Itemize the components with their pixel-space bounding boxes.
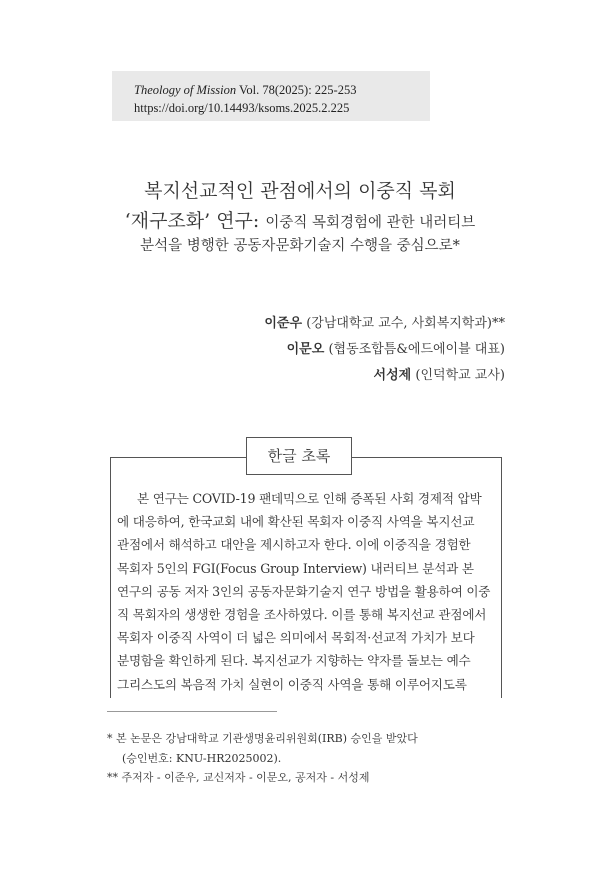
footnote-irb-number: (승인번호: KNU-HR2025002). <box>122 752 282 765</box>
abstract-heading: 한글 초록 <box>246 437 352 475</box>
author-affiliation: (협동조합틈&에드에이블 대표) <box>328 342 505 357</box>
abstract-line: 직 목회자의 생생한 경험을 조사하였다. 이를 통해 복지선교 관점에서 <box>117 607 487 623</box>
author-2 <box>287 338 505 357</box>
volume-pages: Vol. 78(2025): 225-253 <box>239 83 357 97</box>
footnote-irb: * 본 논문은 강남대학교 기관생명윤리위원회(IRB) 승인을 받았다 <box>107 732 418 745</box>
journal-name: Theology of Mission <box>134 83 237 97</box>
title-line-1: 복지선교적인 관점에서의 이중직 목회 <box>144 180 456 202</box>
author-affiliation: (인덕학교 교사) <box>415 368 505 383</box>
abstract-line: 본 연구는 COVID-19 팬데믹으로 인해 증폭된 사회 경제적 압박 <box>137 491 482 506</box>
abstract-line: 에 대응하여, 한국교회 내에 확산된 목회자 이중직 사역을 복지선교 <box>117 514 475 530</box>
author-name: 서성제 <box>373 368 412 383</box>
subtitle-part-1: 이중직 목회경험에 관한 내러티브 <box>265 215 476 231</box>
author-affiliation: (강남대학교 교수, 사회복지학과)** <box>306 316 505 331</box>
author-1 <box>264 312 505 331</box>
title-main: ‘재구조화’ 연구: <box>124 210 260 232</box>
journal-citation <box>134 83 356 98</box>
abstract-line: 연구의 공동 저자 3인의 공동자문화기술지 연구 방법을 활용하여 이중 <box>117 583 491 599</box>
abstract-line: 목회자 5인의 FGI(Focus Group Interview) 내러티브 분석과 본 <box>117 560 474 576</box>
abstract-line: 목회자 이중직 사역이 더 넓은 의미에서 목회적⋅선교적 가치가 보다 <box>117 630 475 646</box>
journal-header <box>112 71 430 121</box>
abstract-line: 그리스도의 복음적 가치 실현이 이중직 사역을 통해 이루어지도록 <box>117 676 467 692</box>
title-line-2 <box>0 206 600 233</box>
abstract-line: 분명함을 확인하게 된다. 복지선교가 지향하는 약자를 돌보는 예수 <box>117 653 471 669</box>
abstract-line: 관점에서 해석하고 대안을 제시하고자 한다. 이에 이중직을 경험한 <box>117 537 471 553</box>
author-name: 이준우 <box>264 316 303 331</box>
abstract-body <box>117 487 493 693</box>
footnote-authors: ** 주저자 - 이준우, 교신저자 - 이문오, 공저자 - 서성제 <box>107 771 370 784</box>
subtitle-part-2: 분석을 병행한 공동자문화기술지 수행을 중심으로* <box>140 238 460 254</box>
author-3 <box>374 364 505 383</box>
doi-link[interactable]: https://doi.org/10.14493/ksoms.2025.2.225 <box>134 101 350 115</box>
author-name: 이문오 <box>286 342 325 357</box>
footnote-divider <box>107 711 277 712</box>
